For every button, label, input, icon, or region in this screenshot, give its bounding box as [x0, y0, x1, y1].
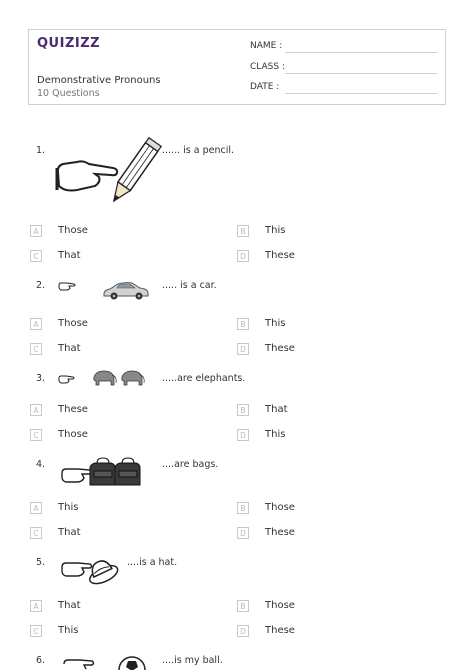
- option-letter-box[interactable]: A: [30, 404, 42, 416]
- option-text[interactable]: This: [58, 502, 79, 513]
- option-text[interactable]: These: [58, 404, 88, 415]
- option-text[interactable]: Those: [58, 429, 88, 440]
- option-letter-box[interactable]: A: [30, 318, 42, 330]
- option-letter-box[interactable]: B: [237, 225, 249, 237]
- option-text[interactable]: These: [265, 625, 295, 636]
- question-number: 6.: [36, 655, 46, 666]
- option-text[interactable]: This: [58, 625, 79, 636]
- option-text[interactable]: Those: [265, 600, 295, 611]
- quizizz-logo: QUIZIZZ: [37, 36, 101, 51]
- option-letter-box[interactable]: C: [30, 625, 42, 637]
- option-text[interactable]: That: [58, 527, 81, 538]
- name-label: NAME :: [250, 41, 283, 51]
- elephants-icon: [92, 369, 150, 389]
- option-letter-box[interactable]: D: [237, 250, 249, 262]
- worksheet-title: Demonstrative Pronouns: [37, 75, 161, 86]
- question-number: 4.: [36, 459, 46, 470]
- question-text: ....is a hat.: [127, 557, 178, 568]
- question-text: ....are bags.: [162, 459, 219, 470]
- option-text[interactable]: Those: [58, 318, 88, 329]
- pointing-hand-icon: [58, 374, 76, 384]
- option-letter-box[interactable]: C: [30, 527, 42, 539]
- option-letter-box[interactable]: C: [30, 429, 42, 441]
- option-letter-box[interactable]: C: [30, 343, 42, 355]
- option-text[interactable]: Those: [58, 225, 88, 236]
- option-letter-box[interactable]: D: [237, 527, 249, 539]
- pointing-hand-pencil-icon: [55, 142, 155, 210]
- option-letter-box[interactable]: B: [237, 502, 249, 514]
- class-line: [285, 73, 437, 74]
- option-letter-box[interactable]: B: [237, 600, 249, 612]
- question-number: 5.: [36, 557, 46, 568]
- question-text: .....are elephants.: [162, 373, 246, 384]
- option-text[interactable]: That: [58, 343, 81, 354]
- pointing-hand-icon: [58, 280, 78, 292]
- question-count: 10 Questions: [37, 88, 100, 99]
- pointing-hand-ball-icon: [62, 656, 152, 670]
- option-letter-box[interactable]: C: [30, 250, 42, 262]
- option-text[interactable]: That: [265, 404, 288, 415]
- pointing-hand-bags-icon: [60, 457, 142, 491]
- option-letter-box[interactable]: D: [237, 625, 249, 637]
- option-letter-box[interactable]: A: [30, 600, 42, 612]
- question-number: 1.: [36, 145, 46, 156]
- option-text[interactable]: These: [265, 343, 295, 354]
- option-letter-box[interactable]: D: [237, 429, 249, 441]
- option-letter-box[interactable]: D: [237, 343, 249, 355]
- option-text[interactable]: This: [265, 318, 286, 329]
- class-label: CLASS :: [250, 62, 285, 72]
- option-text[interactable]: These: [265, 527, 295, 538]
- pointing-hand-hat-icon: [60, 555, 120, 587]
- question-text: ....is my ball.: [162, 655, 223, 666]
- option-text[interactable]: These: [265, 250, 295, 261]
- name-line: [285, 52, 437, 53]
- option-text[interactable]: That: [58, 250, 81, 261]
- option-text[interactable]: This: [265, 429, 286, 440]
- date-line: [285, 93, 437, 94]
- date-label: DATE :: [250, 82, 280, 92]
- option-letter-box[interactable]: A: [30, 225, 42, 237]
- option-letter-box[interactable]: B: [237, 404, 249, 416]
- option-letter-box[interactable]: B: [237, 318, 249, 330]
- option-text[interactable]: Those: [265, 502, 295, 513]
- option-text[interactable]: That: [58, 600, 81, 611]
- option-text[interactable]: This: [265, 225, 286, 236]
- question-text: ...... is a pencil.: [162, 145, 235, 156]
- worksheet-header: [28, 29, 446, 105]
- question-number: 3.: [36, 373, 46, 384]
- car-icon: [102, 280, 150, 302]
- question-text: ..... is a car.: [162, 280, 217, 291]
- option-letter-box[interactable]: A: [30, 502, 42, 514]
- question-number: 2.: [36, 280, 46, 291]
